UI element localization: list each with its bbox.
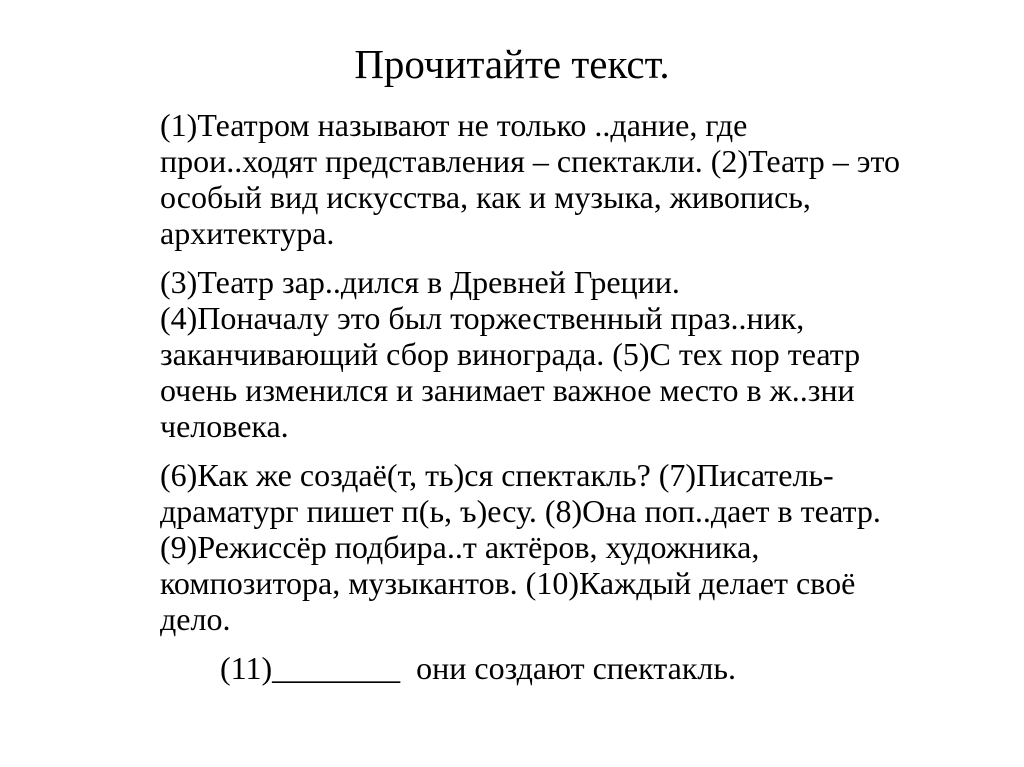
text-line: прои..ходят представления – спектакли. (2)Театр – это <box>160 143 901 179</box>
text-line-with-blank: (11)________ они создают спектакль. <box>220 650 736 686</box>
paragraph-3 <box>100 457 970 637</box>
paragraph-4 <box>100 650 970 686</box>
text-line: (6)Как же создаё(т, ть)ся спектакль? (7)Писатель- <box>160 457 834 493</box>
text-line: (3)Театр зар..дился в Древней Греции. <box>160 264 680 300</box>
text-line: очень изменился и занимает важное место в ж..зни <box>160 372 855 408</box>
text-line: заканчивающий сбор винограда. (5)С тех пор театр <box>160 336 861 372</box>
text-line: (1)Театром называют не только ..дание, где <box>160 107 748 143</box>
text-line: человека. <box>160 408 289 444</box>
text-line: (9)Режиссёр подбира..т актёров, художника, <box>160 529 760 565</box>
text-line: драматург пишет п(ь, ъ)есу. (8)Она поп..дает в театр. <box>160 493 881 529</box>
text-body <box>100 107 970 699</box>
paragraph-2 <box>100 264 970 444</box>
text-line: архитектура. <box>160 215 335 251</box>
text-line: дело. <box>160 601 231 637</box>
text-line: композитора, музыкантов. (10)Каждый делает своё <box>160 565 856 601</box>
text-line: особый вид искусства, как и музыка, живопись, <box>160 179 811 215</box>
paragraph-1 <box>100 107 970 251</box>
text-line: (4)Поначалу это был торжественный праз..ник, <box>160 300 805 336</box>
slide-title: Прочитайте текст. <box>354 41 670 87</box>
